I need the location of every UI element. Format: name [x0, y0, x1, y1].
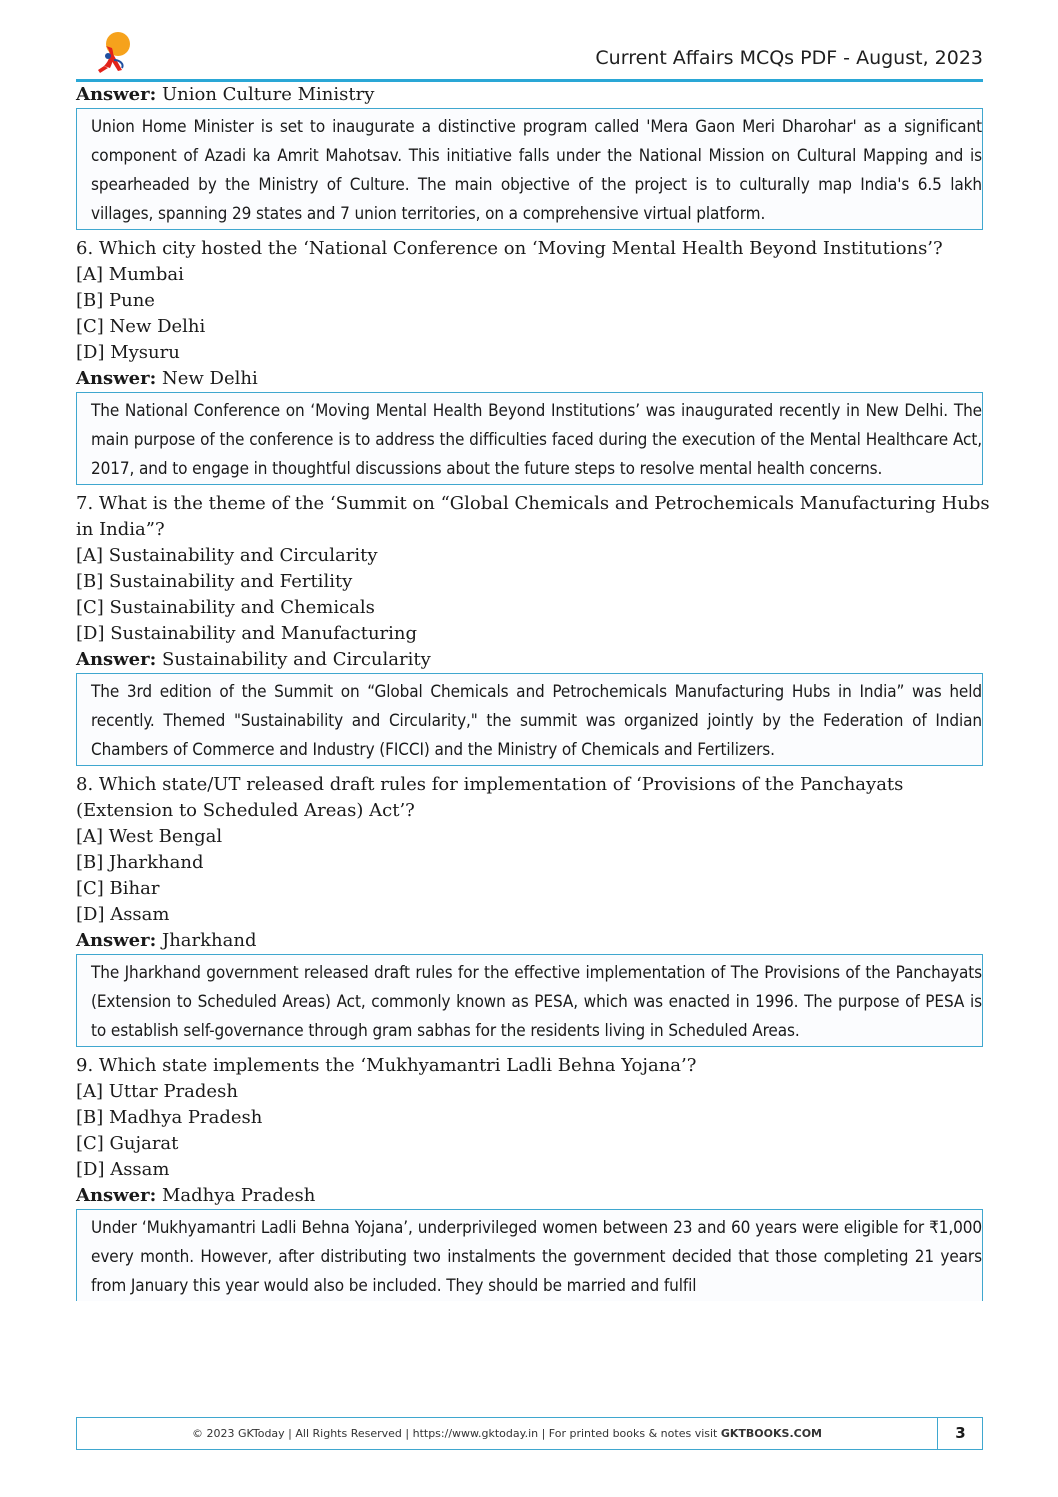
document-body	[76, 82, 990, 1307]
option-item: [C] Gujarat	[76, 1133, 179, 1154]
answer-text: Union Culture Ministry	[162, 84, 375, 105]
question-block	[76, 1053, 983, 1301]
document-title: Current Affairs MCQs PDF - August, 2023	[595, 47, 983, 69]
footer-text: © 2023 GKToday | All Rights Reserved | https://www.gktoday.in | For printed books & notes visit	[192, 1427, 721, 1440]
question-block	[76, 772, 983, 1047]
option-item: [A] Mumbai	[76, 264, 184, 285]
answer-text: New Delhi	[162, 368, 258, 389]
page-footer	[76, 1417, 983, 1450]
footer-copyright	[77, 1427, 937, 1440]
question-text: 8. Which state/UT released draft rules for implementation of ‘Provisions of the Panchayats	[76, 774, 904, 795]
question-block	[76, 491, 990, 766]
answer-label: Answer:	[76, 368, 157, 389]
option-item: [C] Bihar	[76, 878, 160, 899]
explanation-box: Under ‘Mukhyamantri Ladli Behna Yojana’, underprivileged women between 23 and 60 years were eligible for ₹1,000 every month. However, after distributing two instalments the government decided that those completing 21 years from January this year would also be included. They should be married and fulfil	[76, 1209, 983, 1301]
explanation-box: Union Home Minister is set to inaugurate a distinctive program called 'Mera Gaon Meri Dharohar' as a significant component of Azadi ka Amrit Mahotsav. This initiative falls under the National Mission on Cultural Mapping and is spearheaded by the Ministry of Culture. The main objective of the project is to culturally map India's 6.5 lakh villages, spanning 29 states and 7 union territories, on a comprehensive virtual platform.	[76, 108, 983, 230]
option-item: [D] Mysuru	[76, 342, 180, 363]
option-item: [A] Sustainability and Circularity	[76, 545, 378, 566]
answer-line	[76, 82, 983, 108]
question-text: 9. Which state implements the ‘Mukhyamantri Ladli Behna Yojana’?	[76, 1055, 697, 1076]
option-item: [B] Madhya Pradesh	[76, 1107, 263, 1128]
answer-line	[76, 1183, 983, 1209]
page-header	[76, 30, 983, 80]
answer-label: Answer:	[76, 84, 157, 105]
option-item: [C] Sustainability and Chemicals	[76, 597, 375, 618]
question-list	[76, 236, 990, 1301]
answer-line	[76, 366, 983, 392]
option-item: [A] West Bengal	[76, 826, 223, 847]
answer-line	[76, 647, 983, 673]
answer-text: Madhya Pradesh	[162, 1185, 316, 1206]
option-item: [B] Pune	[76, 290, 155, 311]
option-item: [D] Sustainability and Manufacturing	[76, 623, 418, 644]
answer-label: Answer:	[76, 930, 157, 951]
answer-label: Answer:	[76, 1185, 157, 1206]
question-block	[76, 236, 983, 485]
question-text: in India”?	[76, 519, 165, 540]
option-item: [D] Assam	[76, 904, 170, 925]
answer-text: Sustainability and Circularity	[162, 649, 431, 670]
page-number: 3	[955, 1424, 966, 1442]
option-item: [D] Assam	[76, 1159, 170, 1180]
answer-line	[76, 928, 983, 954]
option-item: [C] New Delhi	[76, 316, 206, 337]
explanation-box: The National Conference on ‘Moving Mental Health Beyond Institutions’ was inaugurated recently in New Delhi. The main purpose of the conference is to address the difficulties faced during the execution of the Mental Healthcare Act, 2017, and to engage in thoughtful discussions about the future steps to resolve mental health concerns.	[76, 392, 983, 485]
question-text: 6. Which city hosted the ‘National Conference on ‘Moving Mental Health Beyond Institutions’?	[76, 238, 943, 259]
explanation-box: The Jharkhand government released draft rules for the effective implementation of The Provisions of the Panchayats (Extension to Scheduled Areas) Act, commonly known as PESA, which was enacted in 1996. The purpose of PESA is to establish self-governance through gram sabhas for the residents living in Scheduled Areas.	[76, 954, 983, 1047]
option-item: [B] Sustainability and Fertility	[76, 571, 353, 592]
footer-brand-link[interactable]: GKTBOOKS.COM	[720, 1427, 822, 1440]
explanation-box: The 3rd edition of the Summit on “Global Chemicals and Petrochemicals Manufacturing Hubs in India” was held recently. Themed "Sustainability and Circularity," the summit was organized jointly by the Federation of Indian Chambers of Commerce and Industry (FICCI) and the Ministry of Chemicals and Fertilizers.	[76, 673, 983, 766]
question-text: (Extension to Scheduled Areas) Act’?	[76, 800, 415, 821]
gktoday-logo-icon	[92, 30, 132, 78]
option-item: [A] Uttar Pradesh	[76, 1081, 238, 1102]
answer-text: Jharkhand	[162, 930, 257, 951]
question-text: 7. What is the theme of the ‘Summit on “Global Chemicals and Petrochemicals Manufacturing Hubs	[76, 493, 990, 514]
answer-label: Answer:	[76, 649, 157, 670]
option-item: [B] Jharkhand	[76, 852, 204, 873]
